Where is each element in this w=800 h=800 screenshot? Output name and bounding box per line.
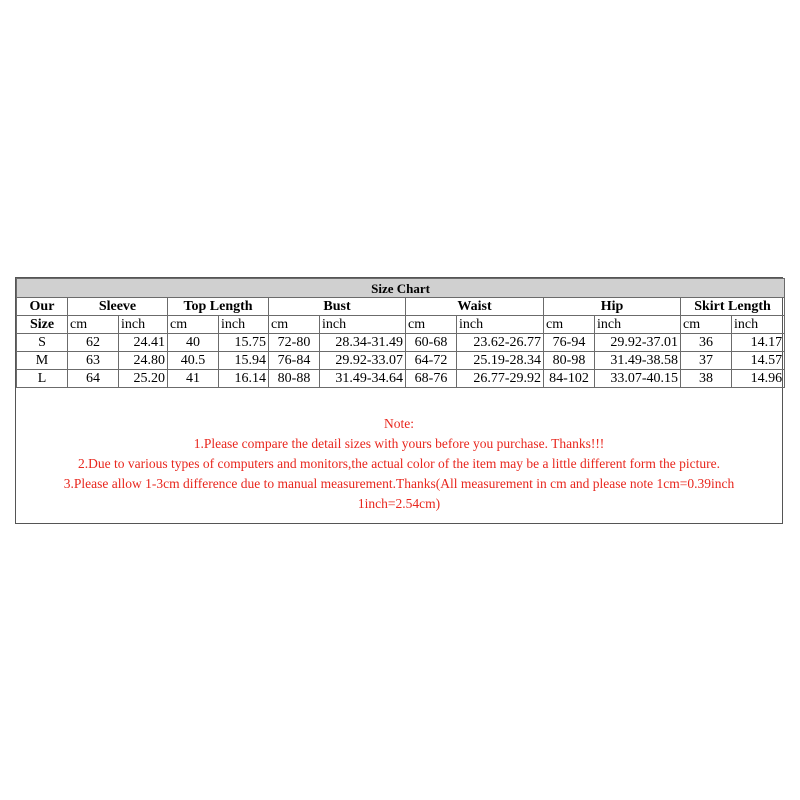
col-header-skirt-length: Skirt Length [681,298,785,316]
table-cell: 37 [681,352,732,370]
table-cell: 40.5 [168,352,219,370]
table-cell: 40 [168,334,219,352]
size-label: M [17,352,68,370]
table-cell: 62 [68,334,119,352]
chart-title: Size Chart [17,279,785,298]
note-line-1: 1.Please compare the detail sizes with yours before you purchase. Thanks!!! [193,436,605,451]
unit-cm: cm [68,316,119,334]
table-cell: 14.96 [732,370,785,388]
table-cell: 16.14 [219,370,269,388]
table-row [17,370,785,388]
table-cell: 15.75 [219,334,269,352]
table-cell: 84-102 [544,370,595,388]
table-row [17,352,785,370]
table-row [17,334,785,352]
col-header-hip: Hip [544,298,681,316]
table-cell: 23.62-26.77 [457,334,544,352]
table-cell: 24.41 [119,334,168,352]
unit-cm: cm [406,316,457,334]
note-line-3-cont: 1inch=2.54cm) [357,496,441,511]
col-header-size: Size [17,316,68,334]
col-header-waist: Waist [406,298,544,316]
table-cell: 68-76 [406,370,457,388]
table-cell: 36 [681,334,732,352]
unit-inch: inch [219,316,269,334]
unit-cm: cm [681,316,732,334]
table-cell: 80-88 [269,370,320,388]
table-cell: 64 [68,370,119,388]
table-cell: 38 [681,370,732,388]
table-cell: 25.20 [119,370,168,388]
table-cell: 60-68 [406,334,457,352]
table-cell: 63 [68,352,119,370]
unit-inch: inch [320,316,406,334]
unit-cm: cm [269,316,320,334]
table-cell: 80-98 [544,352,595,370]
unit-inch: inch [119,316,168,334]
unit-inch: inch [732,316,785,334]
table-cell: 28.34-31.49 [320,334,406,352]
table-cell: 76-84 [269,352,320,370]
col-header-bust: Bust [269,298,406,316]
table-cell: 29.92-33.07 [320,352,406,370]
note-block [16,414,782,514]
unit-cm: cm [168,316,219,334]
table-cell: 64-72 [406,352,457,370]
table-cell: 33.07-40.15 [595,370,681,388]
table-cell: 29.92-37.01 [595,334,681,352]
unit-inch: inch [595,316,681,334]
table-cell: 31.49-38.58 [595,352,681,370]
unit-row [17,316,785,334]
table-cell: 15.94 [219,352,269,370]
table-cell: 14.57 [732,352,785,370]
unit-cm: cm [544,316,595,334]
header-row [17,298,785,316]
table-cell: 14.17 [732,334,785,352]
title-row [17,279,785,298]
note-line-3: 3.Please allow 1-3cm difference due to manual measurement.Thanks(All measurement in cm and please note 1cm=0.39inch [63,476,735,491]
size-table [16,278,785,388]
unit-inch: inch [457,316,544,334]
table-cell: 72-80 [269,334,320,352]
col-header-top-length: Top Length [168,298,269,316]
col-header-our: Our [17,298,68,316]
size-label: L [17,370,68,388]
size-label: S [17,334,68,352]
table-cell: 31.49-34.64 [320,370,406,388]
table-cell: 24.80 [119,352,168,370]
table-cell: 76-94 [544,334,595,352]
note-line-2: 2.Due to various types of computers and monitors,the actual color of the item may be a little different form the picture. [78,456,720,471]
table-cell: 41 [168,370,219,388]
table-cell: 26.77-29.92 [457,370,544,388]
size-chart [15,277,783,524]
table-cell: 25.19-28.34 [457,352,544,370]
note-heading: Note: [384,416,414,431]
col-header-sleeve: Sleeve [68,298,168,316]
